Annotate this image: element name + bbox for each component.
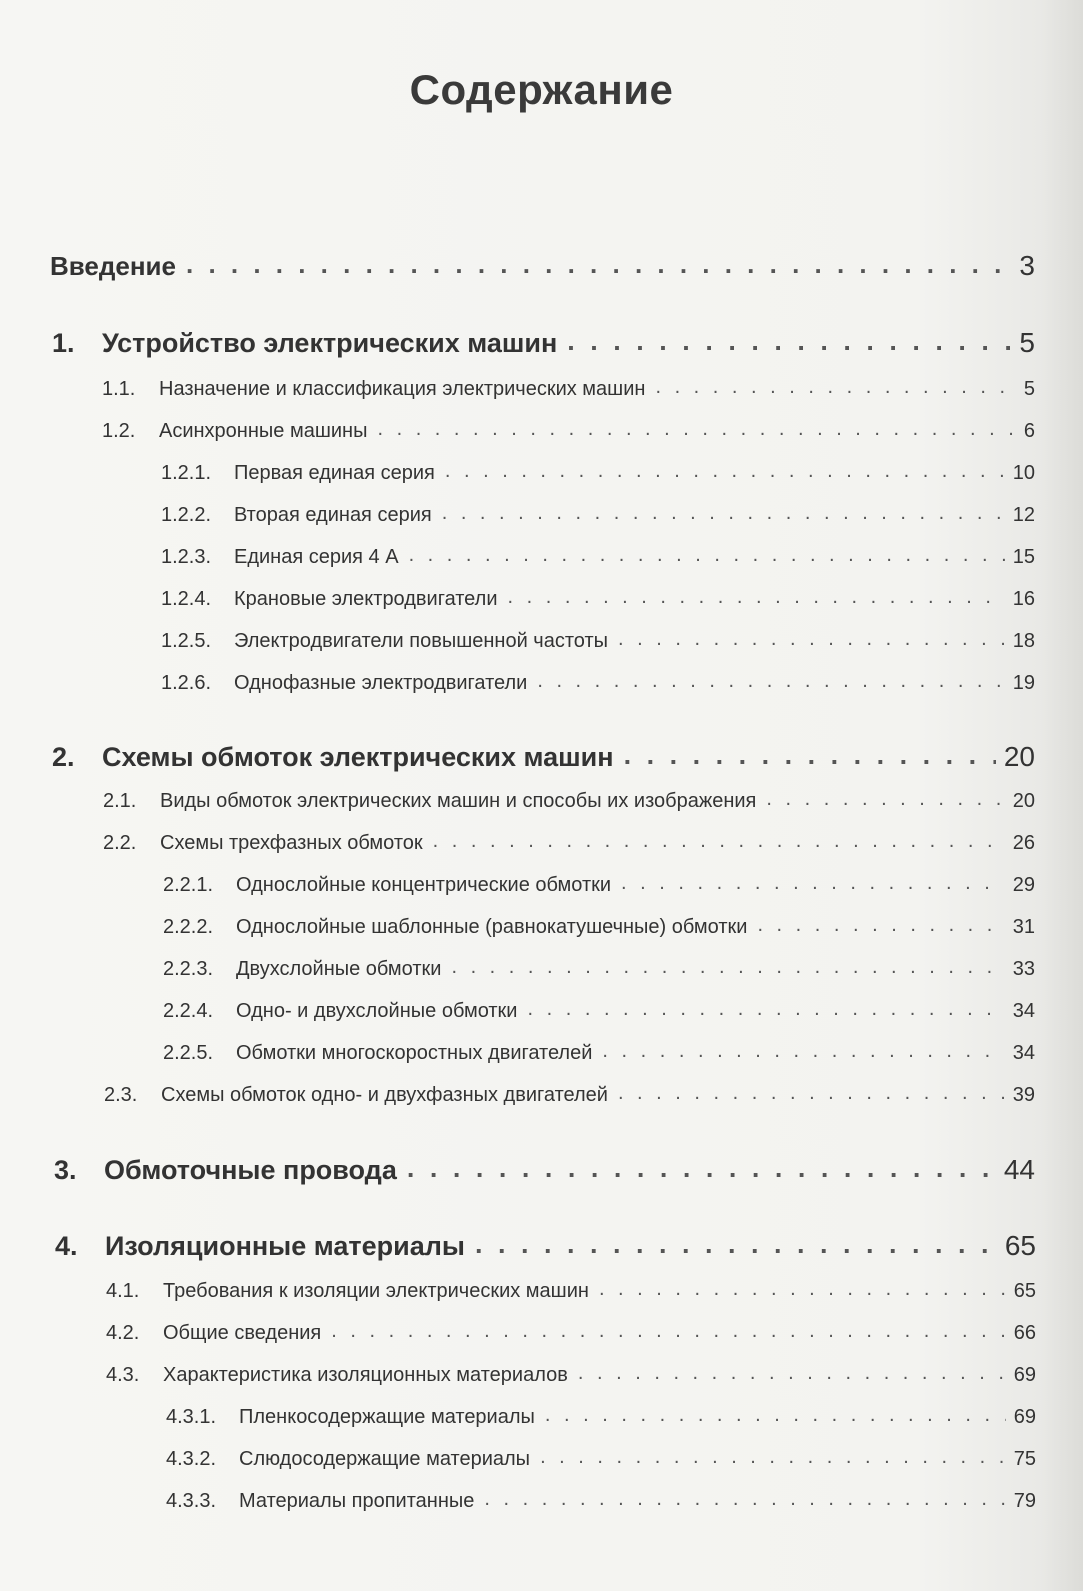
toc-entry-label: Одно- и двухслойные обмотки xyxy=(236,1000,518,1022)
toc-page-number: 34 xyxy=(1012,1042,1035,1064)
toc-subsection-4-3-3[interactable] xyxy=(166,1490,1036,1513)
dot-leader xyxy=(451,956,1004,979)
toc-entry-label: Электродвигатели повышенной частоты xyxy=(234,630,609,652)
toc-section-1-1[interactable] xyxy=(102,378,1035,401)
page-title: Содержание xyxy=(409,66,674,113)
toc-page-number: 75 xyxy=(1013,1448,1036,1470)
toc-page-number: 10 xyxy=(1012,462,1035,484)
dot-leader xyxy=(578,1362,1006,1385)
toc-entry-label: Схемы трехфазных обмоток xyxy=(160,832,423,854)
toc-subsection-1-2-5[interactable] xyxy=(161,630,1035,653)
toc-entry-label: Устройство электрических машин xyxy=(102,328,558,358)
toc-entry-number: 4.3.1. xyxy=(166,1406,217,1428)
toc-entry-number: 2.2.1. xyxy=(163,874,214,896)
toc-page-number: 15 xyxy=(1012,546,1035,568)
dot-leader xyxy=(186,249,1011,280)
toc-page-number: 26 xyxy=(1012,832,1035,854)
toc-page-number: 33 xyxy=(1012,958,1035,980)
toc-entry-label: Первая единая серия xyxy=(234,462,435,484)
dot-leader xyxy=(508,586,1005,609)
toc-subsection-2-2-1[interactable] xyxy=(163,874,1035,897)
toc-subsection-2-2-5[interactable] xyxy=(163,1042,1035,1065)
toc-entry-number: 2.3. xyxy=(104,1084,138,1106)
toc-section-2-1[interactable] xyxy=(103,790,1035,813)
toc-subsection-2-2-3[interactable] xyxy=(163,958,1035,981)
dot-leader xyxy=(537,670,1004,693)
toc-page-number: 29 xyxy=(1012,874,1035,896)
toc-entry-label: Обмоточные провода xyxy=(104,1155,397,1185)
dot-leader xyxy=(545,1404,1006,1427)
toc-entry-label: Асинхронные машины xyxy=(159,420,368,442)
toc-subsection-2-2-2[interactable] xyxy=(163,916,1035,939)
toc-entry-number: 4.2. xyxy=(106,1322,140,1344)
toc-page-number: 20 xyxy=(1003,741,1035,772)
dot-leader xyxy=(766,788,1004,811)
toc-entry-number: 2.2.3. xyxy=(163,958,214,980)
toc-page-number: 19 xyxy=(1012,672,1035,694)
toc-entry-number: 4.3.3. xyxy=(166,1490,217,1512)
toc-entry-number: 2.2.2. xyxy=(163,916,214,938)
toc-entry-number: 2.2.4. xyxy=(163,1000,214,1022)
toc-page-number: 16 xyxy=(1012,588,1035,610)
toc-subsection-1-2-2[interactable] xyxy=(161,504,1035,527)
dot-leader xyxy=(331,1320,1006,1343)
toc-page-number: 20 xyxy=(1012,790,1035,812)
toc-subsection-1-2-6[interactable] xyxy=(161,672,1035,695)
toc-entry-label: Вторая единая серия xyxy=(234,504,432,526)
toc-entry-number: 1.2.2. xyxy=(161,504,212,526)
toc-section-2-3[interactable] xyxy=(104,1084,1035,1107)
toc-entry-number: 1.2.6. xyxy=(161,672,212,694)
toc-entry-number: 4. xyxy=(55,1231,78,1261)
dot-leader xyxy=(624,740,996,771)
toc-entry-label: Пленкосодержащие материалы xyxy=(239,1406,535,1428)
toc-entry-label: Характеристика изоляционных материалов xyxy=(163,1364,568,1386)
toc-entry-number: 2.1. xyxy=(103,790,137,812)
dot-leader xyxy=(621,872,1005,895)
dot-leader xyxy=(602,1040,1004,1063)
toc-subsection-1-2-3[interactable] xyxy=(161,546,1035,569)
toc-entry-number: 1.2. xyxy=(102,420,136,442)
toc-page-number: 66 xyxy=(1013,1322,1036,1344)
toc-entry-number: 1.2.3. xyxy=(161,546,212,568)
dot-leader xyxy=(618,628,1005,651)
toc-entry-number: 1.2.4. xyxy=(161,588,212,610)
toc-entry-label: Общие сведения xyxy=(163,1322,322,1344)
toc-subsection-1-2-4[interactable] xyxy=(161,588,1035,611)
toc-entry-label: Однослойные шаблонные (равнокатушечные) обмотки xyxy=(236,916,748,938)
toc-entry-number: 1. xyxy=(52,328,75,358)
toc-chapter-4[interactable] xyxy=(55,1230,1036,1262)
dot-leader xyxy=(445,460,1005,483)
toc-entry-number: 3. xyxy=(54,1155,77,1185)
toc-page-number: 79 xyxy=(1013,1490,1036,1512)
toc-chapter-2[interactable] xyxy=(52,741,1035,773)
dot-leader xyxy=(599,1278,1006,1301)
toc-entry-label: Крановые электродвигатели xyxy=(234,588,498,610)
toc-entry-number: 4.1. xyxy=(106,1280,140,1302)
toc-chapter-3[interactable] xyxy=(54,1154,1035,1186)
toc-entry-number: 1.1. xyxy=(102,378,136,400)
toc-entry-label: Материалы пропитанные xyxy=(239,1490,475,1512)
dot-leader xyxy=(433,830,1005,853)
toc-section-4-1[interactable] xyxy=(106,1280,1036,1303)
dot-leader xyxy=(655,376,1015,399)
toc-page-number: 34 xyxy=(1012,1000,1035,1022)
toc-entry-label: Схемы обмоток электрических машин xyxy=(102,742,614,772)
toc-section-1-2[interactable] xyxy=(102,420,1035,443)
toc-entry-label: Двухслойные обмотки xyxy=(236,958,442,980)
toc-page-number: 5 xyxy=(1023,378,1035,400)
toc-entry-introduction[interactable] xyxy=(50,250,1035,282)
toc-entry-number: 2. xyxy=(52,742,75,772)
toc-page-number: 65 xyxy=(1013,1280,1036,1302)
dot-leader xyxy=(407,1153,996,1184)
toc-section-4-3[interactable] xyxy=(106,1364,1036,1387)
dot-leader xyxy=(409,544,1005,567)
dot-leader xyxy=(484,1488,1005,1511)
dot-leader xyxy=(377,418,1015,441)
toc-entry-label: Обмотки многоскоростных двигателей xyxy=(236,1042,593,1064)
dot-leader xyxy=(757,914,1004,937)
toc-subsection-1-2-1[interactable] xyxy=(161,462,1035,485)
dot-leader xyxy=(527,998,1004,1021)
toc-entry-label: Введение xyxy=(50,251,176,281)
toc-page-number: 3 xyxy=(1019,250,1035,281)
dot-leader xyxy=(540,1446,1006,1469)
toc-page-number: 44 xyxy=(1003,1154,1035,1185)
toc-entry-label: Однофазные электродвигатели xyxy=(234,672,528,694)
dot-leader xyxy=(567,326,1011,357)
toc-section-4-2[interactable] xyxy=(106,1322,1036,1345)
toc-entry-number: 2.2. xyxy=(103,832,137,854)
dot-leader xyxy=(475,1229,997,1260)
toc-entry-number: 4.3.2. xyxy=(166,1448,217,1470)
toc-entry-label: Назначение и классификация электрических машин xyxy=(159,378,646,400)
dot-leader xyxy=(618,1082,1005,1105)
toc-entry-label: Слюдосодержащие материалы xyxy=(239,1448,531,1470)
toc-entry-label: Изоляционные материалы xyxy=(105,1231,465,1261)
toc-page-number: 65 xyxy=(1004,1230,1036,1261)
toc-entry-label: Виды обмоток электрических машин и способы их изображения xyxy=(160,790,757,812)
dot-leader xyxy=(442,502,1005,525)
toc-entry-number: 2.2.5. xyxy=(163,1042,214,1064)
toc-entry-label: Однослойные концентрические обмотки xyxy=(236,874,612,896)
toc-page-number: 6 xyxy=(1023,420,1035,442)
toc-entry-label: Требования к изоляции электрических машин xyxy=(163,1280,589,1302)
toc-subsection-4-3-1[interactable] xyxy=(166,1406,1036,1429)
toc-page-number: 18 xyxy=(1012,630,1035,652)
toc-entry-number: 1.2.5. xyxy=(161,630,212,652)
toc-subsection-2-2-4[interactable] xyxy=(163,1000,1035,1023)
toc-entry-number: 4.3. xyxy=(106,1364,140,1386)
toc-page-number: 31 xyxy=(1012,916,1035,938)
toc-section-2-2[interactable] xyxy=(103,832,1035,855)
toc-subsection-4-3-2[interactable] xyxy=(166,1448,1036,1471)
toc-entry-label: Схемы обмоток одно- и двухфазных двигателей xyxy=(161,1084,608,1106)
toc-page-number: 69 xyxy=(1013,1406,1036,1428)
toc-entry-label: Единая серия 4 А xyxy=(234,546,399,568)
toc-page-number: 69 xyxy=(1013,1364,1036,1386)
toc-chapter-1[interactable] xyxy=(52,327,1035,359)
toc-page-number: 12 xyxy=(1012,504,1035,526)
toc-page-number: 5 xyxy=(1019,327,1035,358)
toc-page-number: 39 xyxy=(1012,1084,1035,1106)
toc-entry-number: 1.2.1. xyxy=(161,462,212,484)
